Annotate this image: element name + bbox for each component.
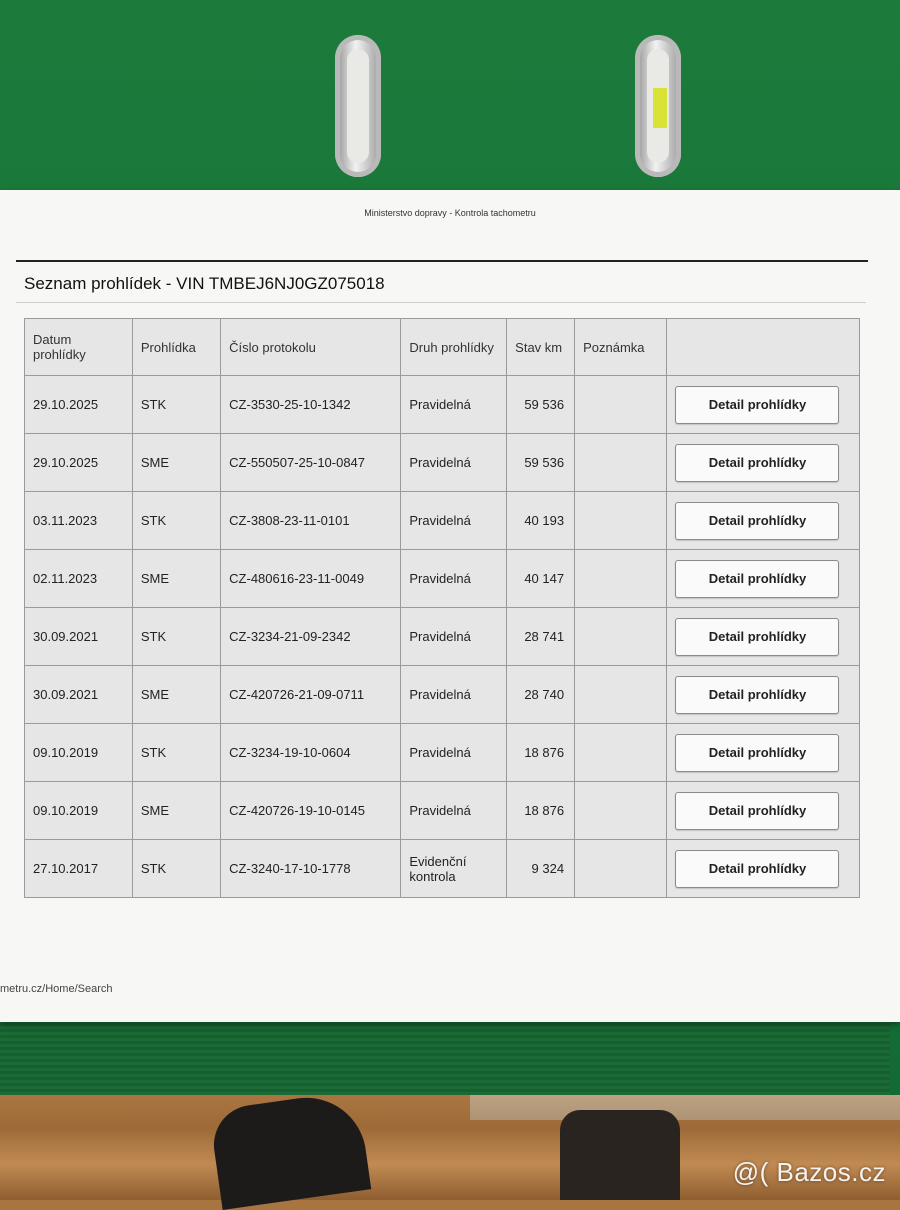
col-note: Poznámka	[575, 319, 667, 376]
cell-type: SME	[132, 782, 220, 840]
cell-note	[575, 666, 667, 724]
cell-action	[667, 434, 860, 492]
cell-protocol: CZ-420726-19-10-0145	[221, 782, 401, 840]
footer-url: metru.cz/Home/Search	[0, 983, 113, 995]
shoe	[209, 1090, 371, 1210]
cell-protocol: CZ-480616-23-11-0049	[221, 550, 401, 608]
detail-button[interactable]: Detail prohlídky	[675, 850, 839, 888]
cell-kind: Pravidelná	[401, 724, 507, 782]
detail-button[interactable]: Detail prohlídky	[675, 734, 839, 772]
cell-type: STK	[132, 840, 220, 898]
col-date: Datum prohlídky	[25, 319, 133, 376]
table-row	[25, 782, 860, 840]
cell-date: 27.10.2017	[25, 840, 133, 898]
col-type: Prohlídka	[132, 319, 220, 376]
detail-button[interactable]: Detail prohlídky	[675, 560, 839, 598]
cell-kind: Pravidelná	[401, 434, 507, 492]
table-row	[25, 724, 860, 782]
col-protocol: Číslo protokolu	[221, 319, 401, 376]
cell-type: STK	[132, 608, 220, 666]
table-row	[25, 666, 860, 724]
table-row	[25, 840, 860, 898]
inspection-table	[24, 318, 860, 898]
title-rule	[16, 260, 868, 262]
cell-note	[575, 782, 667, 840]
table-row	[25, 492, 860, 550]
detail-button[interactable]: Detail prohlídky	[675, 386, 839, 424]
cell-km: 28 740	[507, 666, 575, 724]
cell-note	[575, 608, 667, 666]
cell-action	[667, 840, 860, 898]
cell-km: 59 536	[507, 376, 575, 434]
cell-date: 09.10.2019	[25, 724, 133, 782]
cell-note	[575, 376, 667, 434]
col-km: Stav km	[507, 319, 575, 376]
cell-km: 28 741	[507, 608, 575, 666]
cell-kind: Pravidelná	[401, 376, 507, 434]
binder-sticker	[653, 88, 667, 128]
cell-km: 18 876	[507, 724, 575, 782]
cell-date: 29.10.2025	[25, 434, 133, 492]
watermark: @( Bazos.cz	[732, 1157, 886, 1187]
cell-date: 02.11.2023	[25, 550, 133, 608]
cell-type: SME	[132, 550, 220, 608]
table-row	[25, 550, 860, 608]
cell-action	[667, 608, 860, 666]
cell-date: 30.09.2021	[25, 608, 133, 666]
cell-protocol: CZ-3808-23-11-0101	[221, 492, 401, 550]
table-row	[25, 434, 860, 492]
cell-date: 30.09.2021	[25, 666, 133, 724]
cell-action	[667, 666, 860, 724]
cell-protocol: CZ-3234-21-09-2342	[221, 608, 401, 666]
table-row	[25, 376, 860, 434]
cell-protocol: CZ-3530-25-10-1342	[221, 376, 401, 434]
cell-protocol: CZ-420726-21-09-0711	[221, 666, 401, 724]
cell-km: 9 324	[507, 840, 575, 898]
cell-note	[575, 550, 667, 608]
cell-kind: Pravidelná	[401, 608, 507, 666]
cell-kind: Evidenční kontrola	[401, 840, 507, 898]
cell-protocol: CZ-3234-19-10-0604	[221, 724, 401, 782]
cell-action	[667, 550, 860, 608]
table-header-row	[25, 319, 860, 376]
col-kind: Druh prohlídky	[401, 319, 507, 376]
detail-button[interactable]: Detail prohlídky	[675, 444, 839, 482]
binder-ring-left	[335, 35, 381, 177]
page-header: Ministerstvo dopravy - Kontrola tachometru	[364, 208, 536, 218]
cell-action	[667, 376, 860, 434]
title-underline	[16, 302, 866, 303]
detail-button[interactable]: Detail prohlídky	[675, 502, 839, 540]
cell-kind: Pravidelná	[401, 666, 507, 724]
cell-note	[575, 724, 667, 782]
cell-type: STK	[132, 492, 220, 550]
cell-type: SME	[132, 434, 220, 492]
cell-protocol: CZ-550507-25-10-0847	[221, 434, 401, 492]
cell-km: 40 193	[507, 492, 575, 550]
cell-kind: Pravidelná	[401, 782, 507, 840]
cell-note	[575, 434, 667, 492]
cell-km: 40 147	[507, 550, 575, 608]
col-action	[667, 319, 860, 376]
table-row	[25, 608, 860, 666]
binder-spine	[0, 1010, 890, 1095]
cell-km: 18 876	[507, 782, 575, 840]
printed-page	[0, 190, 900, 1022]
cell-type: STK	[132, 376, 220, 434]
cell-date: 03.11.2023	[25, 492, 133, 550]
cell-date: 29.10.2025	[25, 376, 133, 434]
cell-action	[667, 492, 860, 550]
cell-note	[575, 840, 667, 898]
detail-button[interactable]: Detail prohlídky	[675, 676, 839, 714]
cell-type: STK	[132, 724, 220, 782]
dark-object	[560, 1110, 680, 1200]
detail-button[interactable]: Detail prohlídky	[675, 618, 839, 656]
cell-kind: Pravidelná	[401, 550, 507, 608]
cell-note	[575, 492, 667, 550]
cell-date: 09.10.2019	[25, 782, 133, 840]
cell-kind: Pravidelná	[401, 492, 507, 550]
cell-protocol: CZ-3240-17-10-1778	[221, 840, 401, 898]
page-title: Seznam prohlídek - VIN TMBEJ6NJ0GZ075018	[24, 274, 385, 293]
cell-action	[667, 724, 860, 782]
cell-km: 59 536	[507, 434, 575, 492]
cell-type: SME	[132, 666, 220, 724]
detail-button[interactable]: Detail prohlídky	[675, 792, 839, 830]
cell-action	[667, 782, 860, 840]
